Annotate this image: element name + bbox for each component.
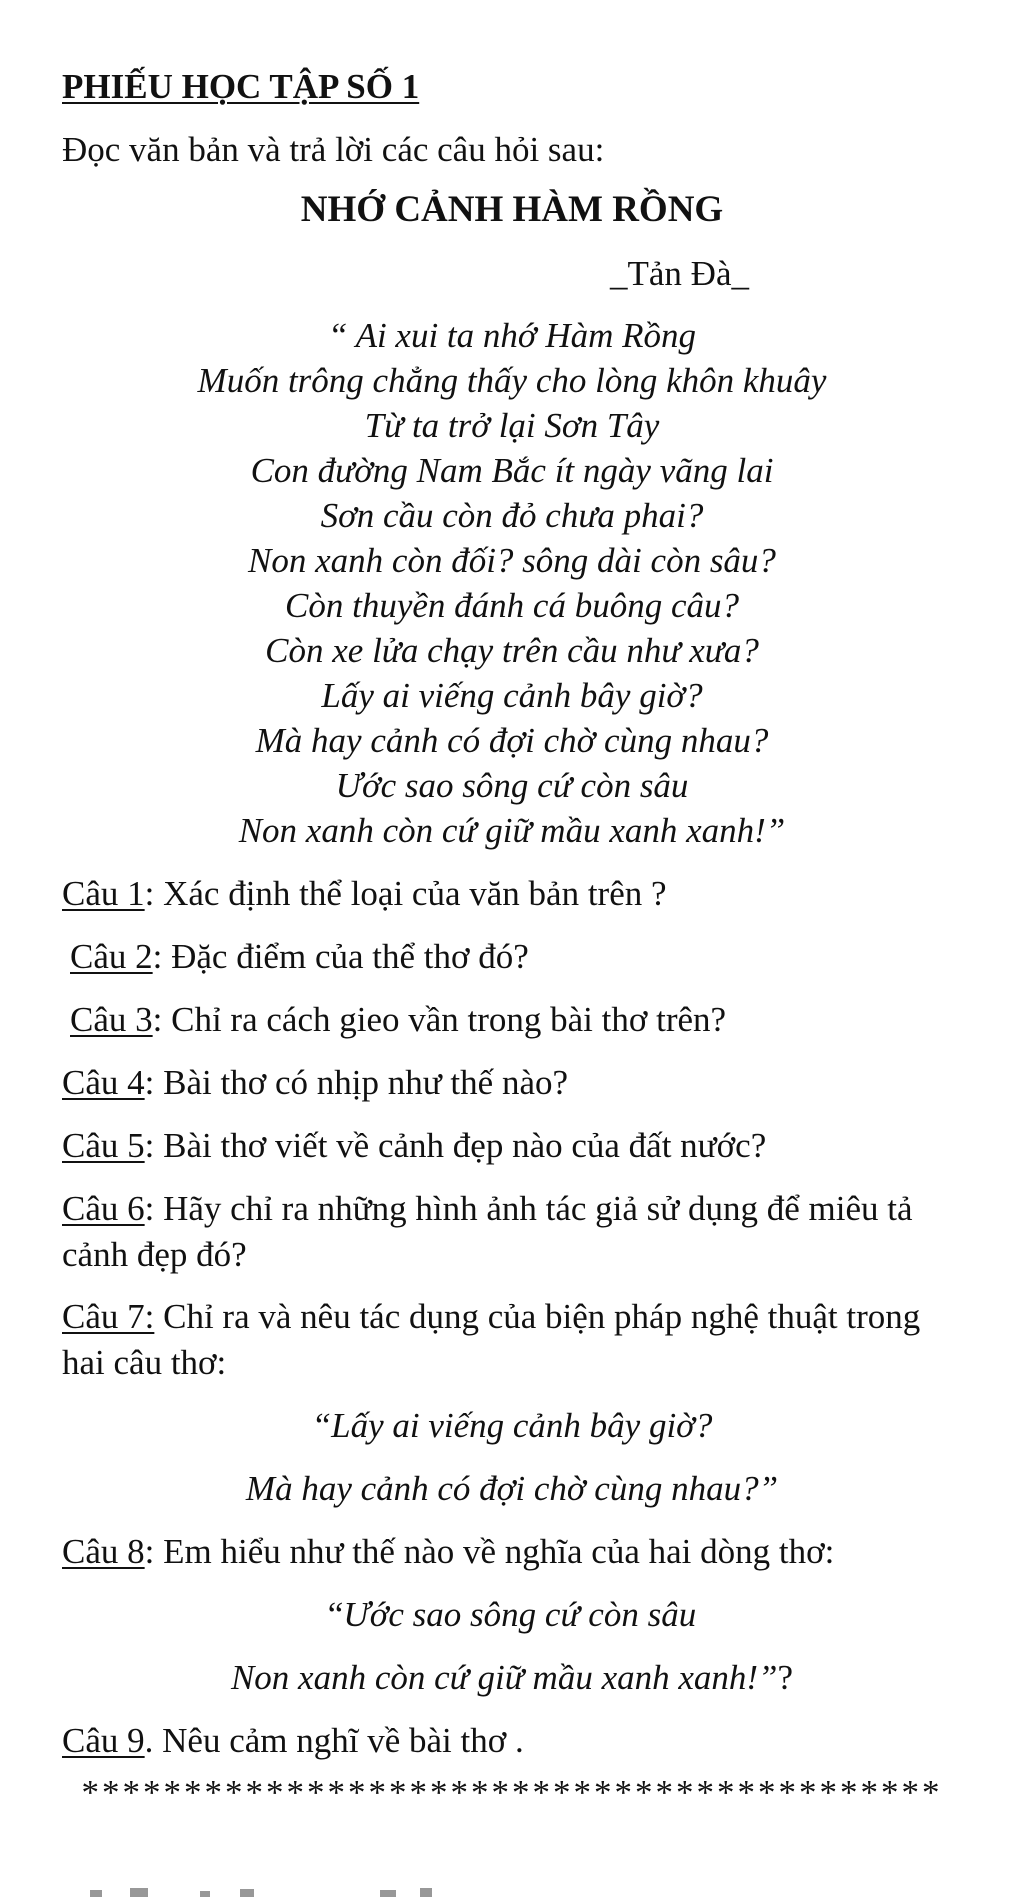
- question-2-text: : Đặc điểm của thể thơ đó?: [152, 937, 529, 976]
- question-8-text: : Em hiểu như thế nào về nghĩa của hai dòng thơ:: [144, 1532, 835, 1571]
- poem-line: Non xanh còn đối? sông dài còn sâu?: [248, 541, 776, 580]
- question-2: [70, 937, 529, 977]
- question-1: [62, 874, 667, 914]
- instruction-text: Đọc văn bản và trả lời các câu hỏi sau:: [62, 130, 605, 169]
- question-7-quote-line-2: Mà hay cảnh có đợi chờ cùng nhau?”: [245, 1469, 779, 1508]
- question-3: [70, 1000, 726, 1040]
- question-2-label: Câu 2: [70, 937, 153, 976]
- poem-title: NHỚ CẢNH HÀM RỒNG: [300, 189, 724, 230]
- poem-line: Muốn trông chẳng thấy cho lòng khôn khuây: [197, 361, 827, 400]
- question-7-label: Câu 7:: [62, 1297, 155, 1336]
- poem-line: Sơn cầu còn đỏ chưa phai?: [320, 496, 704, 535]
- question-3-text: : Chỉ ra cách gieo vần trong bài thơ trên?: [152, 1000, 727, 1039]
- question-8-quote-text-2: Non xanh còn cứ giữ mầu xanh xanh!”: [230, 1658, 778, 1697]
- question-7-quote-line-1: “Lấy ai viếng cảnh bây giờ?: [311, 1406, 713, 1445]
- question-8-quote-tail: ?: [777, 1658, 794, 1697]
- question-9-text: . Nêu cảm nghĩ về bài thơ .: [144, 1721, 524, 1760]
- poem-author: _Tản Đà_: [610, 254, 749, 293]
- question-8-label: Câu 8: [62, 1532, 145, 1571]
- next-page-text-fragment: [90, 1878, 910, 1897]
- poem-line: Mà hay cảnh có đợi chờ cùng nhau?: [255, 721, 769, 760]
- question-8-quote-line-1: [0, 1595, 1024, 1635]
- question-8-quote-open: “: [327, 1595, 344, 1634]
- poem-line: Còn xe lửa chạy trên cầu như xưa?: [265, 631, 759, 670]
- poem-line: Ước sao sông cứ còn sâu: [335, 766, 689, 805]
- question-7: [62, 1297, 920, 1337]
- poem-line: Lấy ai viếng cảnh bây giờ?: [321, 676, 703, 715]
- question-1-text: : Xác định thể loại của văn bản trên ?: [144, 874, 667, 913]
- section-divider: ******************************************: [81, 1773, 943, 1812]
- question-4: [62, 1063, 568, 1103]
- question-1-label: Câu 1: [62, 874, 145, 913]
- question-8: [62, 1532, 834, 1572]
- poem-line: Còn thuyền đánh cá buông câu?: [285, 586, 739, 625]
- question-4-text: : Bài thơ có nhịp như thế nào?: [144, 1063, 569, 1102]
- question-7-text: Chỉ ra và nêu tác dụng của biện pháp nghệ thuật trong: [154, 1297, 921, 1336]
- question-9: [62, 1721, 524, 1761]
- question-5-text: : Bài thơ viết về cảnh đẹp nào của đất nước?: [144, 1126, 767, 1165]
- question-6-continued: cảnh đẹp đó?: [62, 1235, 247, 1274]
- poem-line: “ Ai xui ta nhớ Hàm Rồng: [327, 316, 697, 355]
- question-9-label: Câu 9: [62, 1721, 145, 1760]
- question-5-label: Câu 5: [62, 1126, 145, 1165]
- question-8-quote-text-1: Ước sao sông cứ còn sâu: [343, 1595, 697, 1634]
- question-6: [62, 1189, 913, 1229]
- question-6-text: : Hãy chỉ ra những hình ảnh tác giả sử dụng để miêu tả: [144, 1189, 913, 1228]
- question-4-label: Câu 4: [62, 1063, 145, 1102]
- question-7-continued: hai câu thơ:: [62, 1343, 227, 1382]
- poem-line: Từ ta trở lại Sơn Tây: [364, 406, 660, 445]
- question-6-label: Câu 6: [62, 1189, 145, 1228]
- sheet-title: PHIẾU HỌC TẬP SỐ 1: [62, 67, 420, 106]
- poem-line: Con đường Nam Bắc ít ngày vãng lai: [250, 451, 774, 490]
- question-5: [62, 1126, 766, 1166]
- question-8-quote-line-2: [0, 1658, 1024, 1698]
- poem-line: Non xanh còn cứ giữ mầu xanh xanh!”: [238, 811, 786, 850]
- question-3-label: Câu 3: [70, 1000, 153, 1039]
